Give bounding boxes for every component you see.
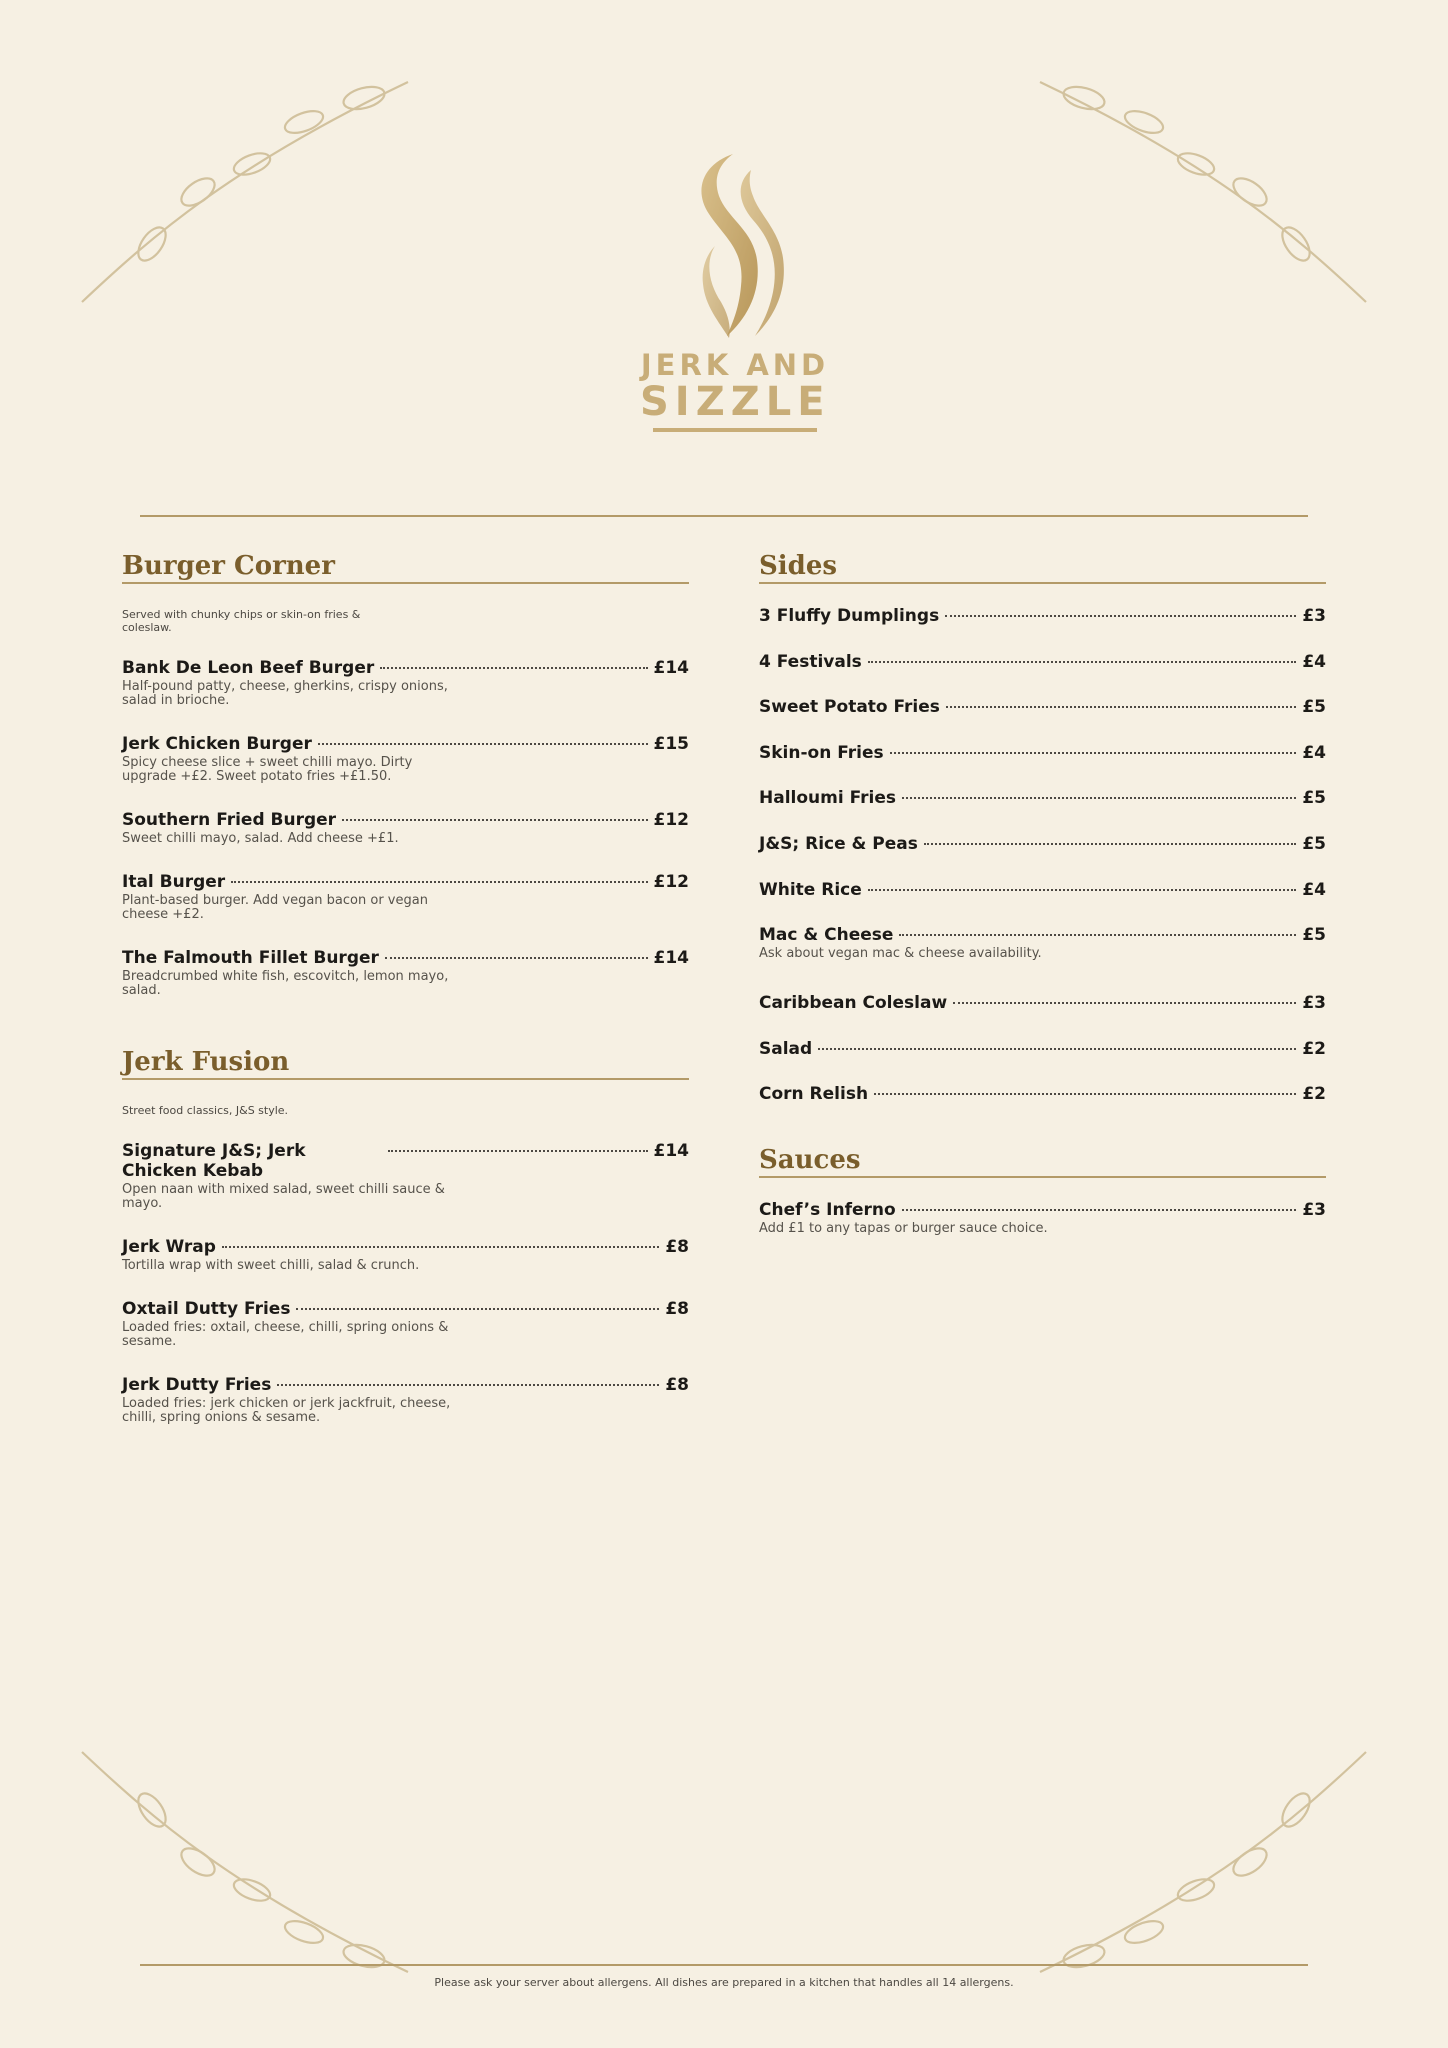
- item-name: J&S; Rice & Peas: [759, 833, 918, 854]
- menu-item: [759, 880, 1326, 926]
- footer-divider: [140, 1964, 1308, 1966]
- header-divider: [140, 515, 1308, 517]
- item-name: 4 Festivals: [759, 651, 862, 672]
- menu-item: [122, 1375, 689, 1425]
- item-description: Ask about vegan mac & cheese availability.: [759, 946, 1042, 962]
- item-price: £12: [653, 872, 689, 892]
- menu-item: [759, 606, 1326, 652]
- item-description: Loaded fries: oxtail, cheese, chilli, spring onions & sesame.: [122, 1320, 449, 1349]
- item-name: Oxtail Dutty Fries: [122, 1299, 291, 1319]
- menu-item: [759, 788, 1326, 834]
- item-price: £5: [1302, 697, 1326, 718]
- item-description: Open naan with mixed salad, sweet chilli sauce & mayo.: [122, 1182, 445, 1211]
- dot-leader: [874, 1093, 1296, 1095]
- dot-leader: [890, 752, 1297, 754]
- item-description: Half-pound patty, cheese, gherkins, crispy onions, salad in brioche.: [122, 679, 448, 708]
- section-title-sauces: Sauces: [759, 1144, 1326, 1178]
- item-price: £5: [1302, 833, 1326, 854]
- item-name: Jerk Chicken Burger: [122, 734, 312, 754]
- item-price: £8: [665, 1299, 689, 1319]
- item-name: Sweet Potato Fries: [759, 697, 940, 718]
- dot-leader: [902, 797, 1296, 799]
- dot-leader: [818, 1048, 1296, 1050]
- menu-item: [122, 734, 689, 784]
- item-name: White Rice: [759, 879, 862, 900]
- item-price: £14: [653, 948, 689, 968]
- item-description: Add £1 to any tapas or burger sauce choice.: [759, 1220, 1048, 1236]
- menu-item: [759, 993, 1326, 1039]
- item-description: Tortilla wrap with sweet chilli, salad & crunch.: [122, 1258, 420, 1273]
- item-name: Signature J&S; Jerk Chicken Kebab: [122, 1141, 306, 1181]
- item-name: Skin-on Fries: [759, 742, 884, 763]
- dot-leader: [318, 743, 648, 745]
- menu-item: [759, 1084, 1326, 1130]
- menu-item: [122, 872, 689, 922]
- item-name: 3 Fluffy Dumplings: [759, 606, 940, 626]
- allergen-note: Please ask your server about allergens. All dishes are prepared in a kitchen that handles all 14 allergens.: [434, 1976, 1014, 1989]
- dot-leader: [380, 667, 647, 669]
- dot-leader: [945, 615, 1296, 617]
- item-price: £15: [653, 734, 689, 754]
- item-name: Jerk Wrap: [122, 1237, 216, 1257]
- item-price: £14: [653, 658, 689, 678]
- item-price: £8: [665, 1375, 689, 1395]
- olive-branch-decoration: [72, 76, 432, 316]
- dot-leader: [388, 1150, 648, 1152]
- dot-leader: [342, 819, 647, 821]
- item-description: Breadcrumbed white fish, escovitch, lemon mayo, salad.: [122, 969, 449, 998]
- item-price: £3: [1302, 993, 1326, 1014]
- menu-item: [759, 1039, 1326, 1085]
- item-price: £14: [653, 1141, 689, 1161]
- item-name: Chef’s Inferno: [759, 1199, 896, 1220]
- item-price: £2: [1302, 1038, 1326, 1059]
- item-price: £5: [1302, 788, 1326, 809]
- item-name: Salad: [759, 1038, 813, 1059]
- menu-item: [759, 834, 1326, 880]
- item-name: Bank De Leon Beef Burger: [122, 658, 375, 678]
- item-name: Corn Relish: [759, 1084, 869, 1105]
- item-name: Halloumi Fries: [759, 788, 896, 809]
- item-price: £3: [1302, 1199, 1326, 1220]
- olive-branch-decoration: [1016, 76, 1376, 316]
- olive-branch-decoration: [72, 1738, 432, 1978]
- menu-item: [759, 652, 1326, 698]
- dot-leader: [946, 706, 1296, 708]
- item-name: Mac & Cheese: [759, 925, 894, 946]
- brand-name-line1: JERK AND: [640, 348, 830, 382]
- dot-leader: [953, 1002, 1296, 1004]
- menu-item: [759, 925, 1326, 993]
- item-price: £4: [1302, 742, 1326, 763]
- dot-leader: [385, 957, 648, 959]
- section-subtitle: Street food classics, J&S style.: [122, 1104, 289, 1117]
- dot-leader: [899, 934, 1296, 936]
- menu-item: [122, 1141, 689, 1211]
- brand-name-line2: SIZZLE: [640, 379, 831, 425]
- item-description: Sweet chilli mayo, salad. Add cheese +£1.: [122, 831, 399, 846]
- menu-item: [759, 697, 1326, 743]
- dot-leader: [222, 1246, 659, 1248]
- logo-underline: [653, 428, 817, 432]
- item-price: £5: [1302, 925, 1326, 946]
- olive-branch-decoration: [1016, 1738, 1376, 1978]
- menu-item: [122, 1299, 689, 1349]
- brand-logo: [640, 150, 830, 440]
- dot-leader: [231, 881, 647, 883]
- right-column: [759, 550, 1326, 1268]
- dot-leader: [924, 843, 1296, 845]
- item-description: Spicy cheese slice + sweet chilli mayo. Dirty upgrade +£2. Sweet potato fries +£1.50.: [122, 755, 413, 784]
- menu-item: [759, 743, 1326, 789]
- item-price: £12: [653, 810, 689, 830]
- section-subtitle: Served with chunky chips or skin-on fries & coleslaw.: [122, 608, 361, 634]
- item-price: £2: [1302, 1084, 1326, 1105]
- menu-item: [122, 658, 689, 708]
- menu-item: [122, 1237, 689, 1273]
- item-price: £4: [1302, 651, 1326, 672]
- dot-leader: [868, 889, 1297, 891]
- menu-item: [759, 1200, 1326, 1268]
- section-title-burger-corner: Burger Corner: [122, 550, 689, 584]
- dot-leader: [296, 1308, 659, 1310]
- left-column: [122, 550, 689, 1425]
- item-name: Southern Fried Burger: [122, 810, 337, 830]
- section-title-jerk-fusion: Jerk Fusion: [122, 1046, 689, 1080]
- menu-item: [122, 810, 689, 846]
- item-name: Ital Burger: [122, 872, 226, 892]
- item-price: £4: [1302, 879, 1326, 900]
- item-name: Caribbean Coleslaw: [759, 993, 948, 1014]
- dot-leader: [868, 661, 1297, 663]
- item-price: £3: [1302, 606, 1326, 626]
- item-name: Jerk Dutty Fries: [122, 1375, 272, 1395]
- flame-swirl-icon: [675, 150, 795, 340]
- item-name: The Falmouth Fillet Burger: [122, 948, 379, 968]
- item-description: Plant-based burger. Add vegan bacon or vegan cheese +£2.: [122, 893, 428, 922]
- item-price: £8: [665, 1237, 689, 1257]
- dot-leader: [902, 1209, 1297, 1211]
- menu-item: [122, 948, 689, 998]
- dot-leader: [277, 1384, 659, 1386]
- item-description: Loaded fries: jerk chicken or jerk jackfruit, cheese, chilli, spring onions & sesame.: [122, 1396, 451, 1425]
- section-title-sides: Sides: [759, 550, 1326, 584]
